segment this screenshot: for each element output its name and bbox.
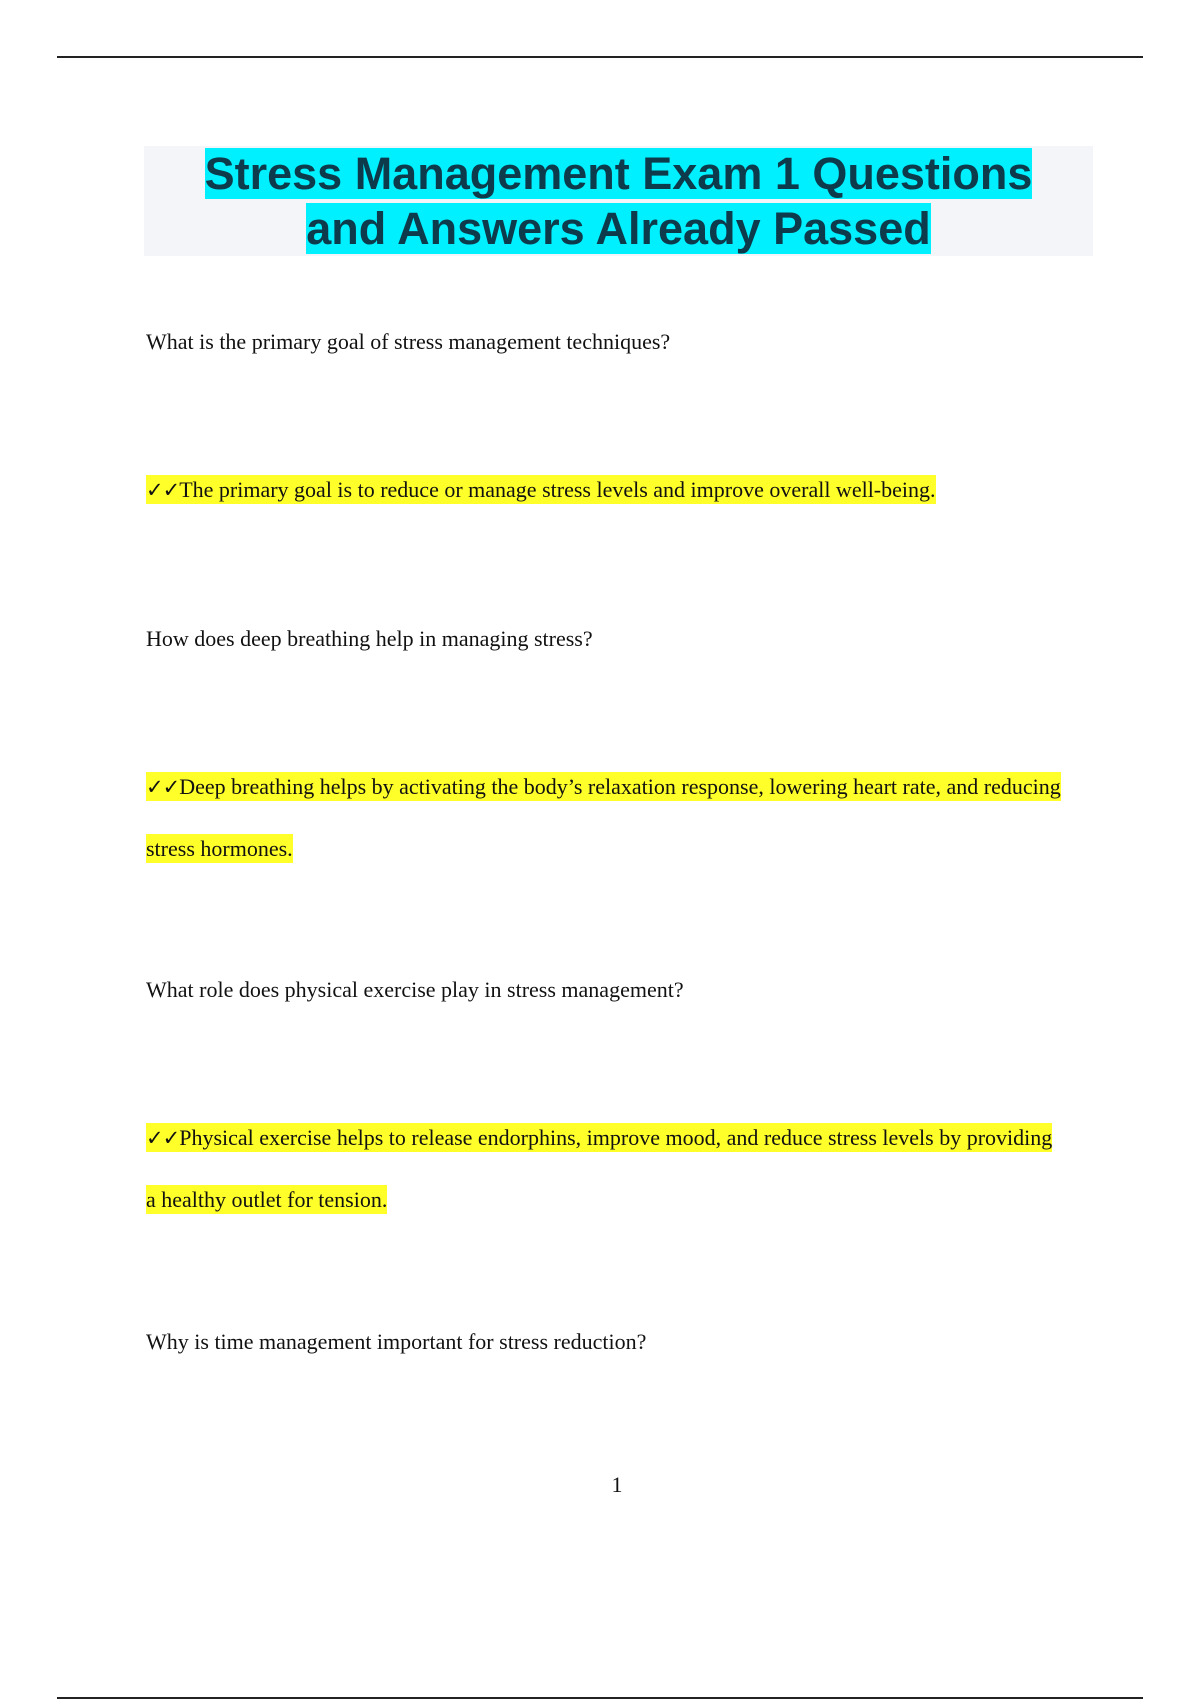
- check-mark-icon: ✓✓: [146, 478, 180, 502]
- answer-1: [146, 459, 1066, 521]
- question-1: What is the primary goal of stress management techniques?: [146, 329, 671, 354]
- question-2: How does deep breathing help in managing stress?: [146, 626, 593, 651]
- check-mark-icon: ✓✓: [146, 1126, 180, 1150]
- title-text-2: and Answers Already Passed: [306, 203, 931, 254]
- title-text-1: Stress Management Exam 1 Questions: [204, 148, 1033, 199]
- answer-1-text: The primary goal is to reduce or manage stress levels and improve overall well-being.: [179, 477, 936, 502]
- title-line-1: [144, 146, 1093, 201]
- title-block: [144, 146, 1093, 256]
- title-line-2: [144, 201, 1093, 256]
- question-4: Why is time management important for stress reduction?: [146, 1329, 647, 1354]
- answer-3: [146, 1107, 1066, 1230]
- answer-3-text: Physical exercise helps to release endorphins, improve mood, and reduce stress levels by providing a healthy outlet for tension.: [146, 1125, 1053, 1212]
- bottom-rule: [57, 1697, 1143, 1699]
- answer-2-text: Deep breathing helps by activating the body’s relaxation response, lowering heart rate, and reducing stress hormones.: [146, 774, 1061, 861]
- page-number: 1: [611, 1472, 623, 1497]
- answer-2: [146, 756, 1066, 879]
- check-mark-icon: ✓✓: [146, 775, 180, 799]
- question-3: What role does physical exercise play in stress management?: [146, 977, 684, 1002]
- top-rule: [57, 56, 1143, 58]
